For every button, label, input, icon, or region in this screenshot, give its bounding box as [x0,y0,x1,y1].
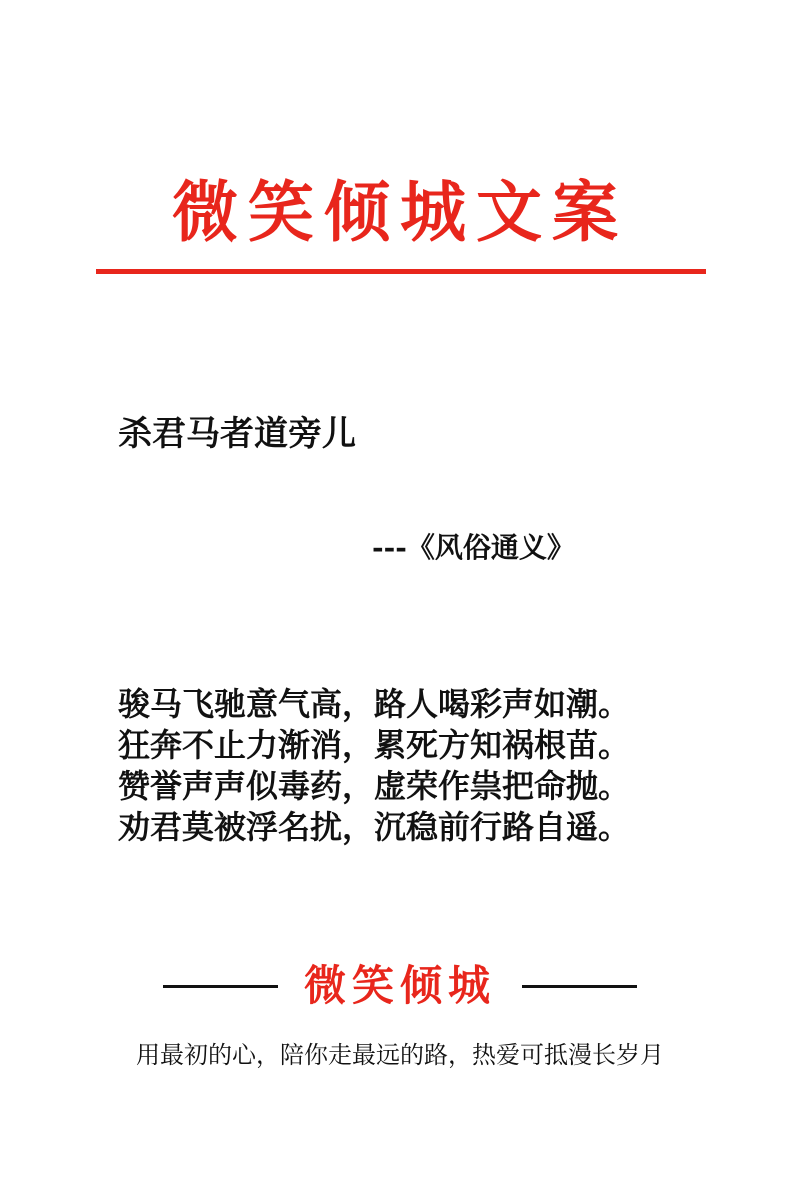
poem-line: 劝君莫被浮名扰，沉稳前行路自遥。 [118,808,631,846]
poem-line: 骏马飞驰意气高，路人喝彩声如潮。 [118,685,631,723]
footer-divider-left [163,985,278,988]
footer-slogan: 用最初的心，陪你走最远的路，热爱可抵漫长岁月 [136,1041,664,1069]
footer-divider-right [522,985,637,988]
title-underline [96,269,706,274]
footer-brand: 微笑倾城 [303,961,496,1010]
poem-line: 赞誉声声似毒药，虚荣作祟把命抛。 [118,767,631,805]
poem-block [118,684,738,848]
quote-source: ---《风俗通义》 [372,531,575,564]
quote-text: 杀君马者道旁儿 [118,414,356,454]
page-title: 微笑倾城文案 [172,173,628,251]
poem-line: 狂奔不止力渐消，累死方知祸根苗。 [118,726,631,764]
footer-brand-row [0,956,800,1016]
